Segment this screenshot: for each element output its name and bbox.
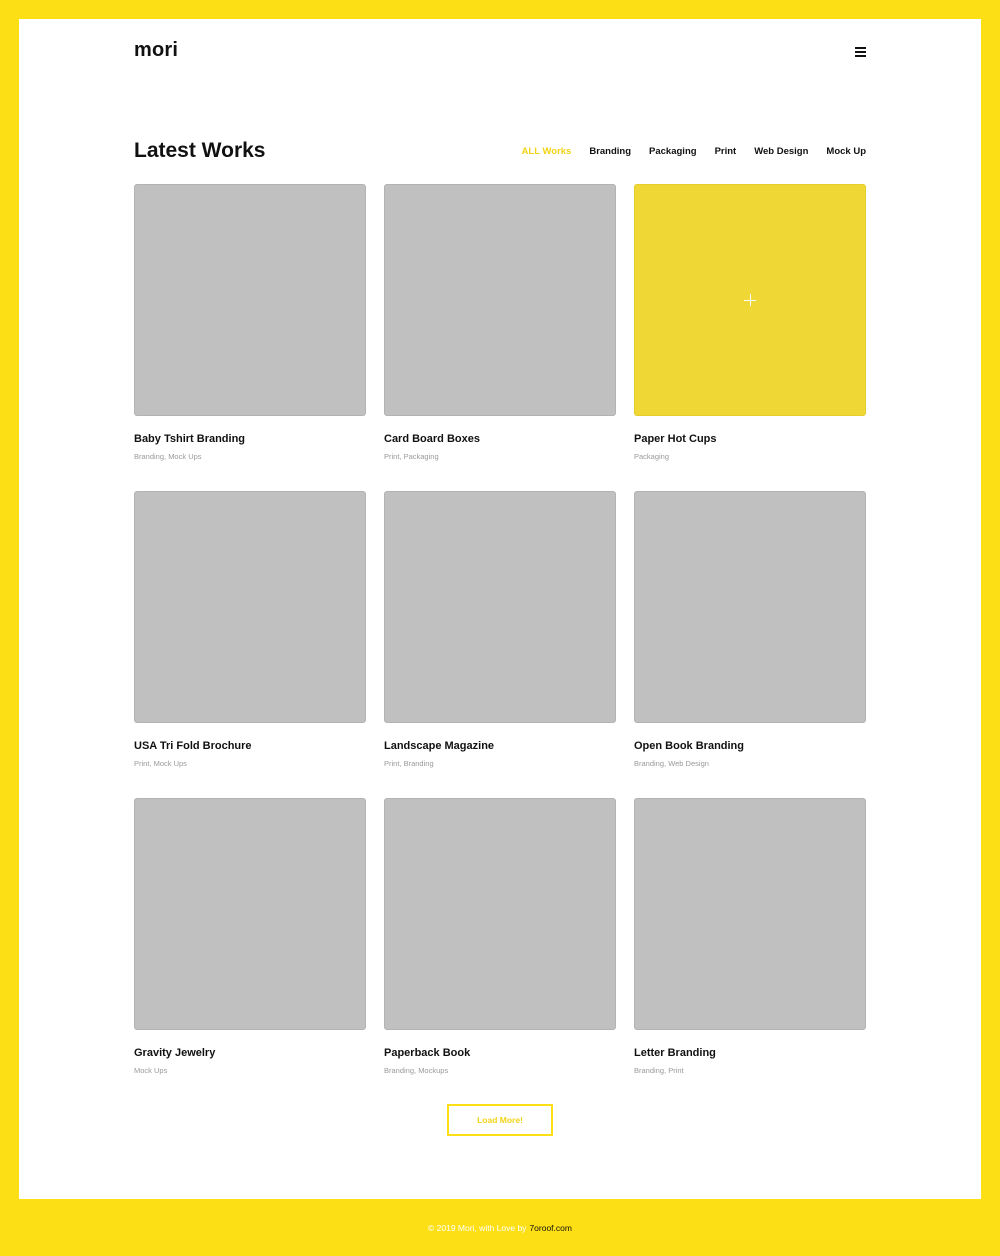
work-title[interactable]: Card Board Boxes xyxy=(384,433,480,445)
work-title[interactable]: Letter Branding xyxy=(634,1047,716,1059)
work-thumbnail[interactable] xyxy=(384,491,616,723)
work-tags: Branding, Mockups xyxy=(384,1066,449,1075)
footer-copyright: © 2019 Mori, with Love by xyxy=(428,1222,527,1233)
work-thumbnail[interactable] xyxy=(634,184,866,416)
section-title: Latest Works xyxy=(134,139,266,162)
footer xyxy=(0,1199,1000,1256)
work-thumbnail[interactable] xyxy=(634,798,866,1030)
load-more-button[interactable]: Load More! xyxy=(447,1104,553,1136)
work-card xyxy=(384,798,616,1075)
work-card xyxy=(134,491,366,768)
filter-mock-up[interactable]: Mock Up xyxy=(826,146,866,157)
work-tags: Branding, Mock Ups xyxy=(134,452,202,461)
work-title[interactable]: Paper Hot Cups xyxy=(634,433,717,445)
filter-all-works[interactable]: ALL Works xyxy=(521,146,572,157)
plus-icon xyxy=(744,294,756,306)
work-title[interactable]: Landscape Magazine xyxy=(384,740,495,752)
work-tags: Mock Ups xyxy=(134,1066,168,1075)
work-title[interactable]: Paperback Book xyxy=(384,1047,471,1059)
filter-branding[interactable]: Branding xyxy=(589,146,632,157)
filter-tabs xyxy=(522,146,866,157)
work-title[interactable]: Open Book Branding xyxy=(634,740,744,752)
filter-web-design[interactable]: Web Design xyxy=(754,146,809,157)
page-frame xyxy=(19,19,981,1199)
work-thumbnail[interactable] xyxy=(384,184,616,416)
filter-packaging[interactable]: Packaging xyxy=(649,146,697,157)
work-title[interactable]: Gravity Jewelry xyxy=(134,1047,216,1059)
work-tags: Print, Mock Ups xyxy=(134,759,187,768)
filter-print[interactable]: Print xyxy=(714,146,737,157)
work-card xyxy=(384,184,616,461)
work-tags: Branding, Print xyxy=(634,1066,684,1075)
work-tags: Packaging xyxy=(634,452,670,461)
work-thumbnail[interactable] xyxy=(634,491,866,723)
work-tags: Branding, Web Design xyxy=(634,759,709,768)
work-card xyxy=(134,184,366,461)
footer-link[interactable]: 7oroof.com xyxy=(529,1222,572,1233)
work-thumbnail[interactable] xyxy=(384,798,616,1030)
logo[interactable]: mori xyxy=(134,39,179,61)
work-thumbnail[interactable] xyxy=(134,491,366,723)
work-tags: Print, Packaging xyxy=(384,452,439,461)
work-thumbnail[interactable] xyxy=(134,184,366,416)
work-thumbnail[interactable] xyxy=(134,798,366,1030)
work-title[interactable]: USA Tri Fold Brochure xyxy=(134,740,252,752)
hamburger-menu-icon[interactable] xyxy=(855,47,867,59)
work-card xyxy=(134,798,366,1075)
work-card xyxy=(384,491,616,768)
work-tags: Print, Branding xyxy=(384,759,434,768)
work-card xyxy=(634,798,866,1075)
work-card xyxy=(634,491,866,768)
work-title[interactable]: Baby Tshirt Branding xyxy=(134,433,246,445)
work-card xyxy=(634,184,866,461)
